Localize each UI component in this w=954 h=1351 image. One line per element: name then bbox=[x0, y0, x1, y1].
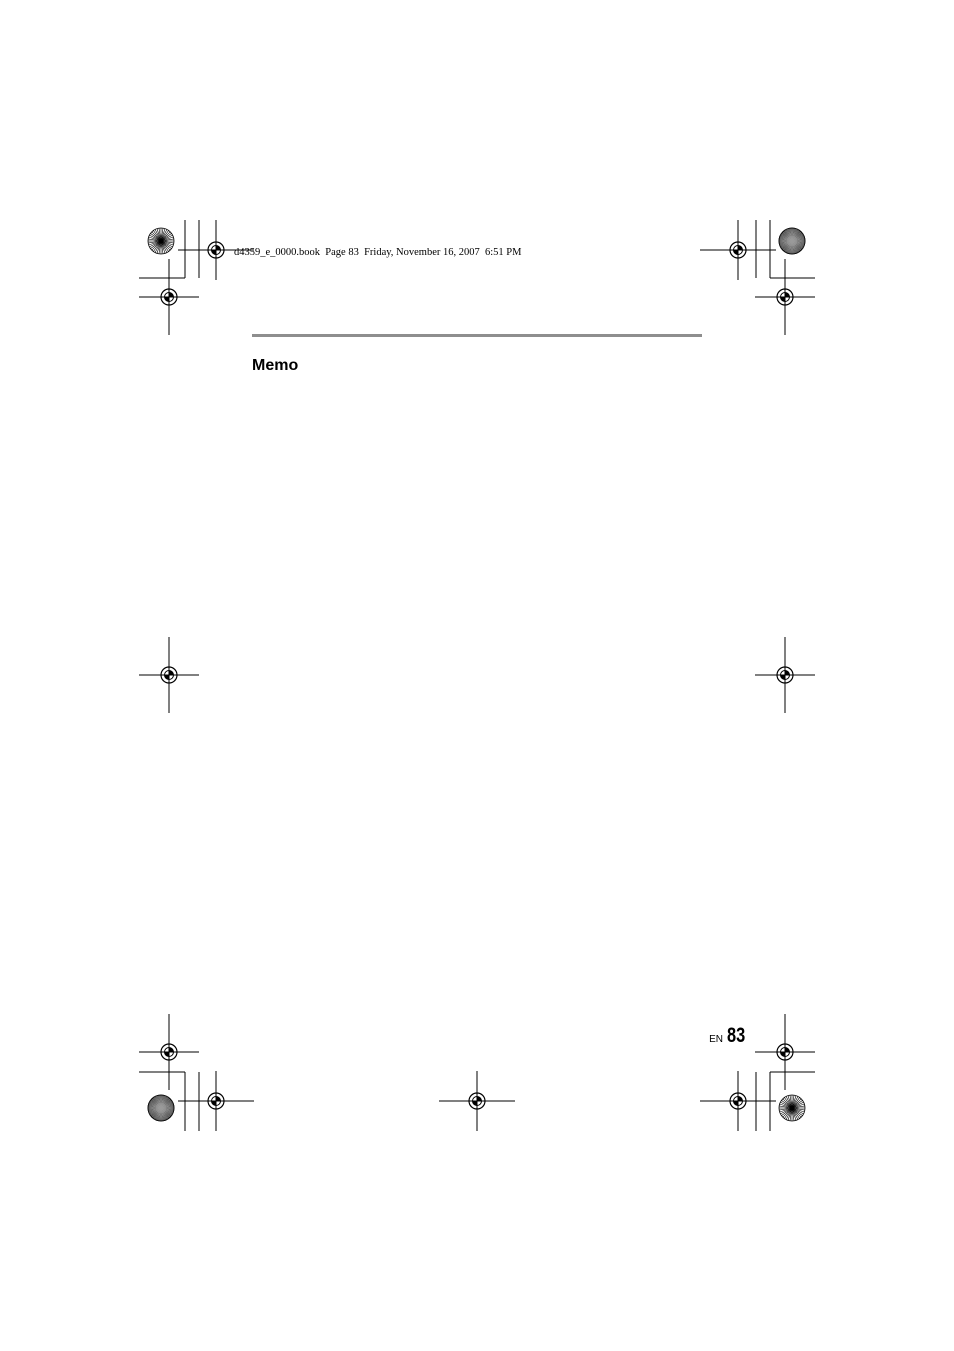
starburst-mark bbox=[148, 1095, 174, 1121]
registration-marks bbox=[139, 220, 815, 1131]
page-title: Memo bbox=[252, 357, 299, 374]
starburst-mark bbox=[148, 228, 174, 254]
registration-mark bbox=[700, 220, 776, 280]
language-code: EN bbox=[709, 1034, 723, 1045]
registration-mark bbox=[139, 259, 199, 335]
registration-mark bbox=[755, 1014, 815, 1090]
registration-mark bbox=[755, 259, 815, 335]
registration-mark bbox=[139, 637, 199, 713]
section-rule bbox=[252, 334, 702, 337]
print-info-line: d4359_e_0000.book Page 83 Friday, November 16, 2007 6:51 PM bbox=[234, 247, 522, 258]
page-number: 83 bbox=[727, 1024, 746, 1047]
starburst-mark bbox=[779, 228, 805, 254]
registration-mark bbox=[755, 637, 815, 713]
color-starbursts bbox=[148, 228, 805, 1121]
registration-mark bbox=[700, 1071, 776, 1131]
starburst-mark bbox=[779, 1095, 805, 1121]
registration-mark bbox=[178, 1071, 254, 1131]
registration-mark bbox=[139, 1014, 199, 1090]
page-footer bbox=[709, 1024, 746, 1048]
crop-lines bbox=[139, 220, 815, 1131]
registration-mark bbox=[439, 1071, 515, 1131]
